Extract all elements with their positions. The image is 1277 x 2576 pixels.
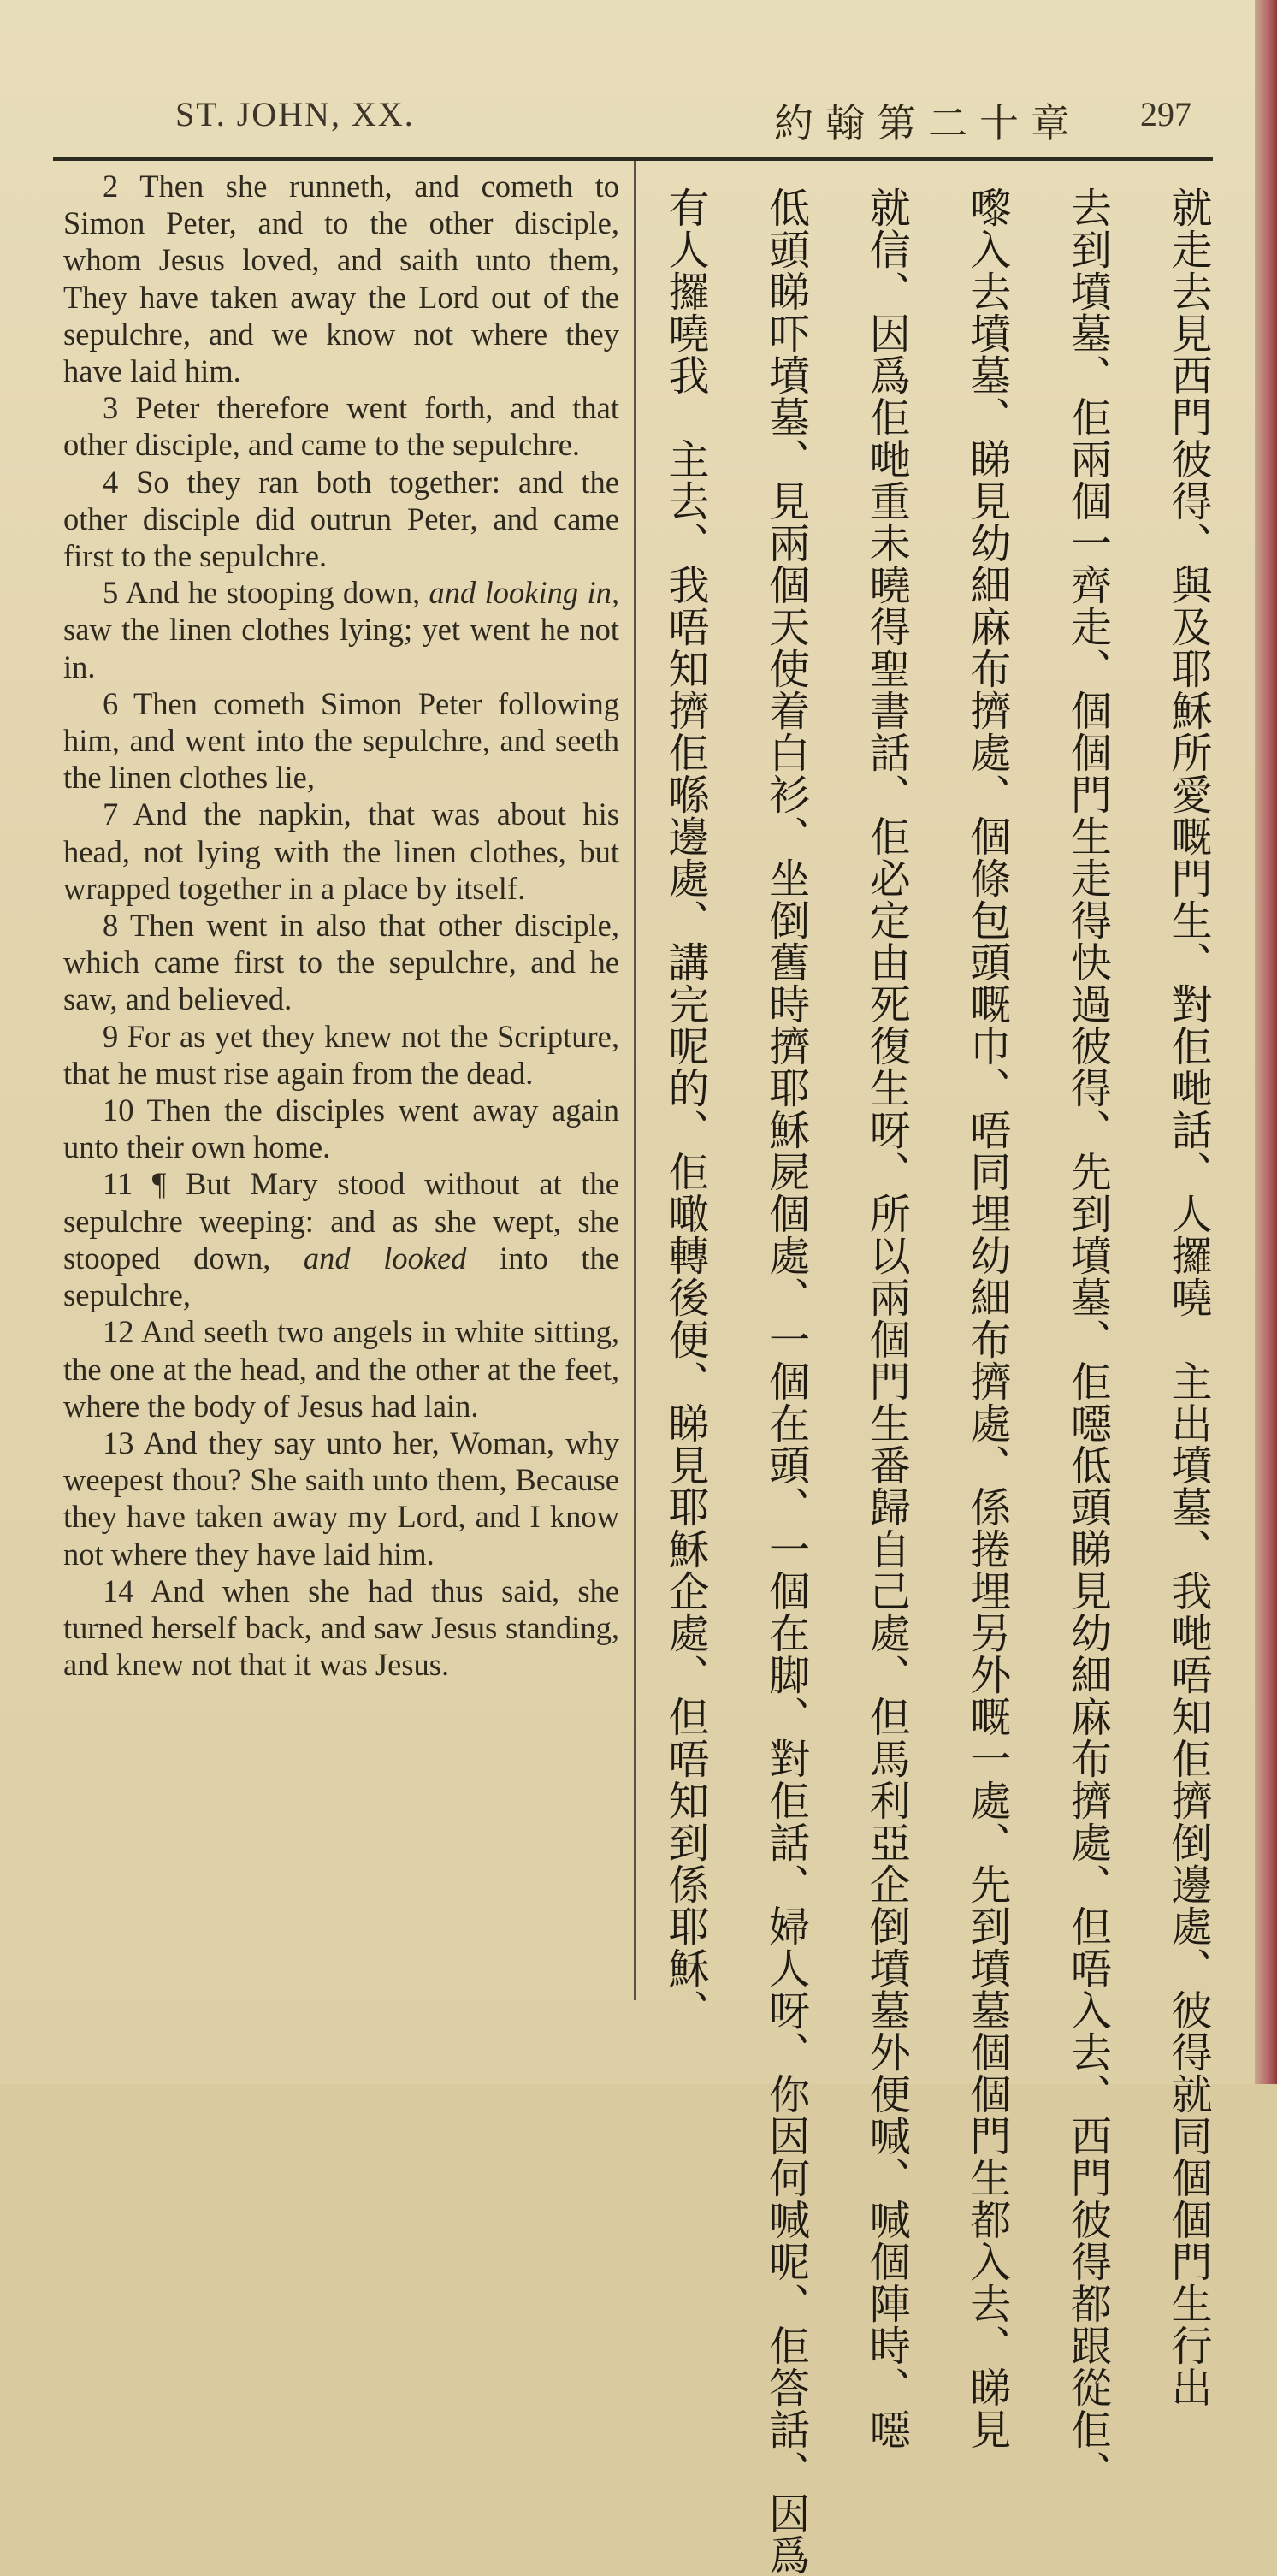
chinese-text-column: 去到墳墓、佢兩個一齊走、個個門生走得快過彼得、先到墳墓、佢噁低頭睇見幼細麻布擠處、但唔入去、西門彼得都跟從佢、: [1063, 187, 1112, 2492]
verse-number: 7: [103, 796, 119, 832]
header-rule: [53, 157, 1213, 161]
verse: [63, 1092, 619, 1165]
chinese-text-column: 低頭睇吓墳墓、見兩個天使着白衫、坐倒舊時擠耶穌屍個處、一個在頭、一個在脚、對佢話、婦人呀、你因何喊呢、佢答話、因爲: [761, 187, 810, 2576]
verse: [63, 1424, 619, 1572]
verse: [63, 1572, 619, 1684]
verse: [63, 464, 619, 575]
chinese-column: [659, 187, 1215, 2576]
running-head-chinese: 約翰第二十章: [774, 100, 1082, 146]
running-head-english: ST. JOHN, XX.: [175, 95, 415, 133]
english-column: [63, 168, 619, 1683]
chinese-text-column: 嚟入去墳墓、睇見幼細麻布擠處、個條包頭嘅巾、唔同埋幼細布擠處、係捲埋另外嘅一處、先到墳墓個個門生都入去、睇見: [962, 187, 1011, 2450]
verse-number: 5: [103, 575, 119, 611]
verse-text: And seeth two angels in white sitting, the one at the head, and the other at the feet, where the body of Jesus had lain.: [63, 1314, 619, 1424]
verse-italic: and looking in,: [429, 575, 619, 611]
verse-text: And the napkin, that was about his head, not lying with the linen clothes, but wrapped together in a place by itself.: [63, 796, 619, 906]
page-number: 297: [1140, 95, 1191, 133]
verse-text: For as yet they knew not the Scripture, that he must rise again from the dead.: [63, 1018, 619, 1091]
page-edge: [1255, 0, 1277, 2084]
verse-number: 2: [103, 169, 119, 204]
chinese-text-column: 就走去見西門彼得、與及耶穌所愛嘅門生、對佢哋話、人攞嘵 主出墳墓、我哋唔知佢擠倒邊處、彼得就同個個門生行出: [1163, 187, 1212, 2408]
verse-text: And when she had thus said, she turned herself back, and saw Jesus standing, and knew not that it was Jesus.: [63, 1572, 619, 1683]
verse-text: ¶ But Mary stood without at the sepulchre weeping: and as she wept, she stooped down,: [63, 1166, 620, 1276]
verse: [63, 389, 619, 463]
verse-text: And he stooping down,: [125, 575, 421, 611]
verse: [63, 574, 619, 685]
verse-text: Then the disciples went away again unto their own home.: [63, 1093, 619, 1165]
verse: [63, 1313, 619, 1424]
verse: [63, 168, 619, 389]
verse: [63, 796, 619, 907]
verse-number: 14: [103, 1572, 134, 1608]
verse-number: 13: [103, 1424, 134, 1460]
verse-text: saw the linen clothes lying; yet went he not in.: [63, 612, 619, 684]
verse-number: 8: [103, 908, 119, 944]
verse-text: Then she runneth, and cometh to Simon Peter, and to the other disciple, whom Jesus loved, and saith unto them, They have taken away the Lord out of the sepulchre, and we know not where they have laid him.: [63, 169, 620, 389]
verse-number: 11: [103, 1166, 133, 1202]
verse-number: 12: [103, 1314, 134, 1350]
verse: [63, 907, 619, 1018]
verse-number: 10: [103, 1093, 134, 1128]
verse-text: And they say unto her, Woman, why weepest thou? She saith unto them, Because they have taken away my Lord, and I know not where they have laid him.: [63, 1424, 619, 1572]
verse-number: 4: [103, 464, 119, 500]
chinese-text-column: 有人攞嘵我 主去、我唔知擠佢喺邊處、講完呢的、佢噉轉後便、睇見耶穌企處、但唔知到係耶穌、: [661, 187, 709, 2031]
verse: [63, 1018, 619, 1092]
column-divider: [634, 161, 636, 2000]
verse-text: Then cometh Simon Peter following him, and went into the sepulchre, and seeth the linen clothes lie,: [63, 685, 619, 796]
verse-italic: and looked: [303, 1240, 467, 1276]
verse-number: 6: [103, 685, 119, 721]
verse-text: So they ran both together: and the other disciple did outrun Peter, and came first to the sepulchre.: [63, 464, 619, 574]
verse-number: 9: [103, 1018, 119, 1054]
verse: [63, 1165, 619, 1313]
verse-number: 3: [103, 390, 119, 426]
verse-text: Then went in also that other disciple, which came first to the sepulchre, and he saw, and believed.: [63, 908, 620, 1017]
verse-text: into the sepulchre,: [63, 1240, 620, 1313]
verse-text: Peter therefore went forth, and that other disciple, and came to the sepulchre.: [63, 390, 620, 463]
chinese-text-column: 就信、因爲佢哋重未曉得聖書話、佢必定由死復生呀、所以兩個門生番歸自己處、但馬利亞企倒墳墓外便喊、喊個陣時、噁: [862, 187, 911, 2450]
verse: [63, 685, 619, 796]
